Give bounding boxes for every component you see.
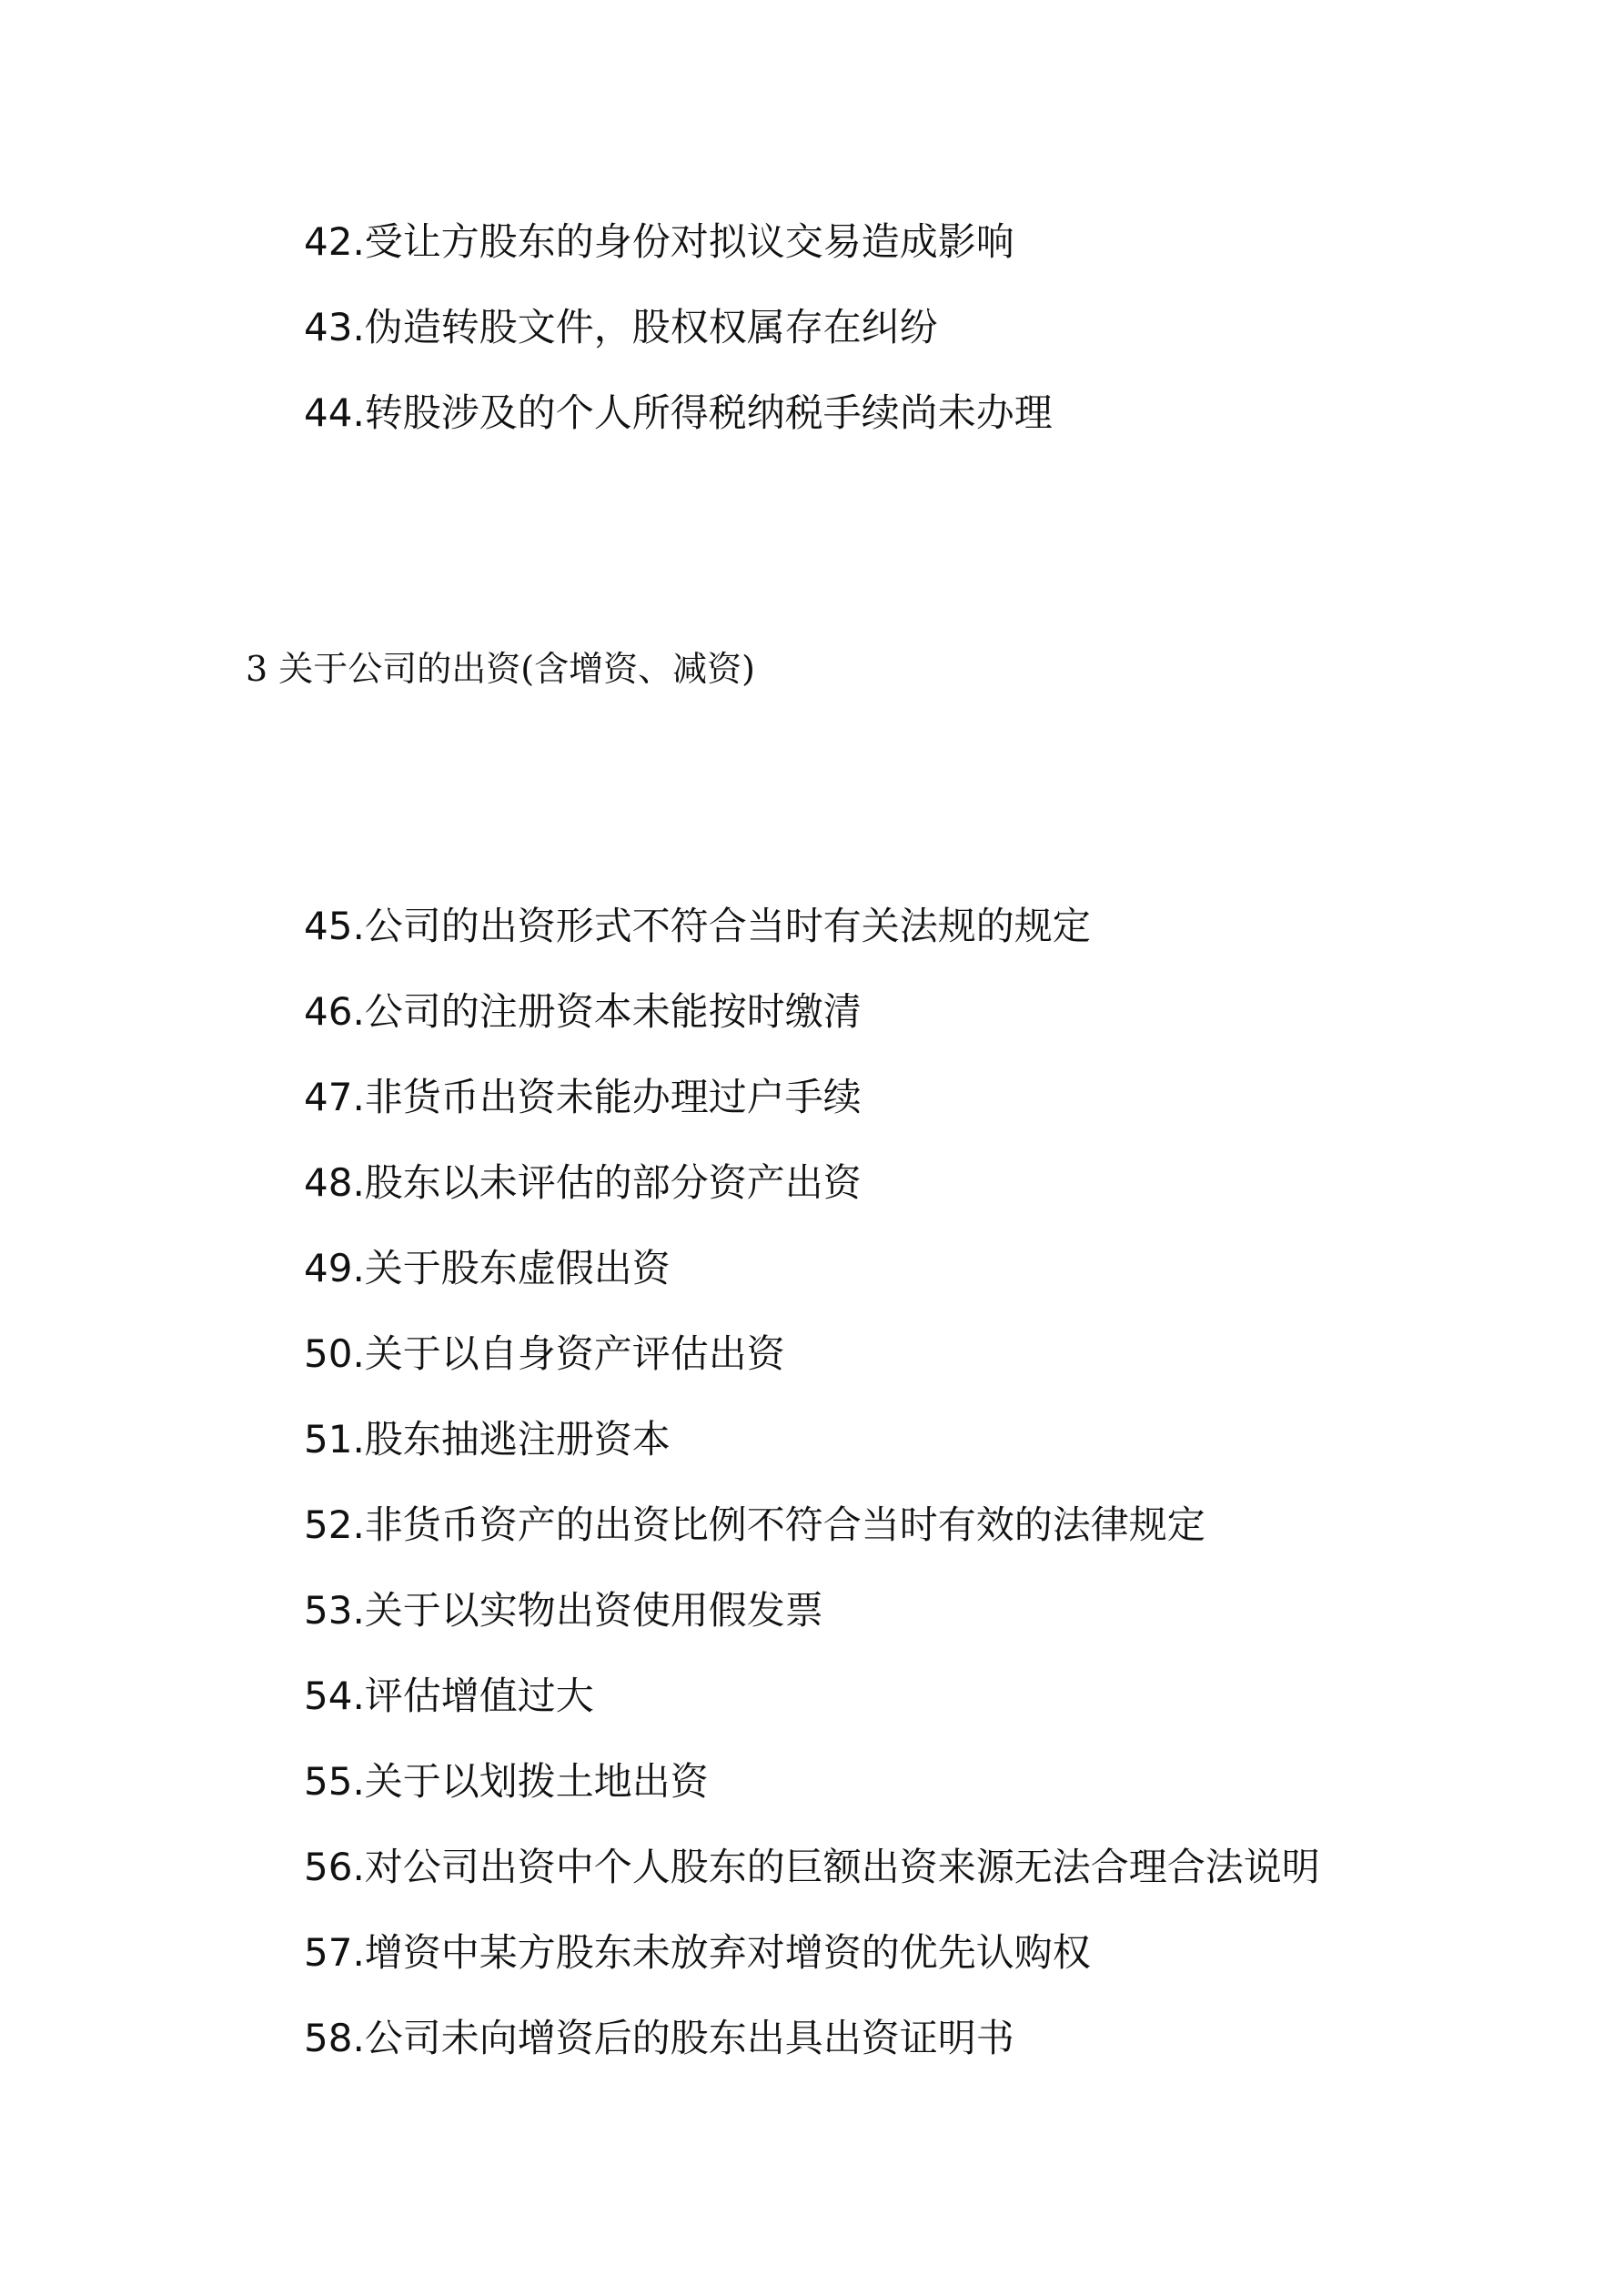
list-item: 51.股东抽逃注册资本 [304, 1417, 671, 1462]
list-item: 57.增资中某方股东未放弃对增资的优先认购权 [304, 1930, 1091, 1975]
list-item: 53.关于以实物出资使用假发票 [304, 1588, 823, 1633]
list-item: 42.受让方股东的身份对拟议交易造成影响 [304, 219, 1014, 264]
list-item: 56.对公司出资中个人股东的巨额出资来源无法合理合法说明 [304, 1845, 1320, 1889]
list-item: 43.伪造转股文件，股权权属存在纠纷 [304, 305, 938, 349]
list-item: 45.公司的出资形式不符合当时有关法规的规定 [304, 904, 1091, 948]
list-item: 48.股东以未评估的部分资产出资 [304, 1160, 862, 1205]
list-item: 46.公司的注册资本未能按时缴清 [304, 989, 862, 1034]
list-item: 55.关于以划拨土地出资 [304, 1759, 709, 1804]
list-item: 54.评估增值过大 [304, 1674, 594, 1718]
list-item: 49.关于股东虚假出资 [304, 1246, 671, 1290]
list-item: 44.转股涉及的个人所得税纳税手续尚未办理 [304, 390, 1053, 435]
section-heading: 3 关于公司的出资(含增资、减资) [246, 649, 755, 689]
list-item: 47.非货币出资未能办理过户手续 [304, 1075, 862, 1119]
list-item: 58.公司未向增资后的股东出具出资证明书 [304, 2016, 1014, 2060]
list-item: 50.关于以自身资产评估出资 [304, 1331, 785, 1376]
list-item: 52.非货币资产的出资比例不符合当时有效的法律规定 [304, 1502, 1205, 1547]
